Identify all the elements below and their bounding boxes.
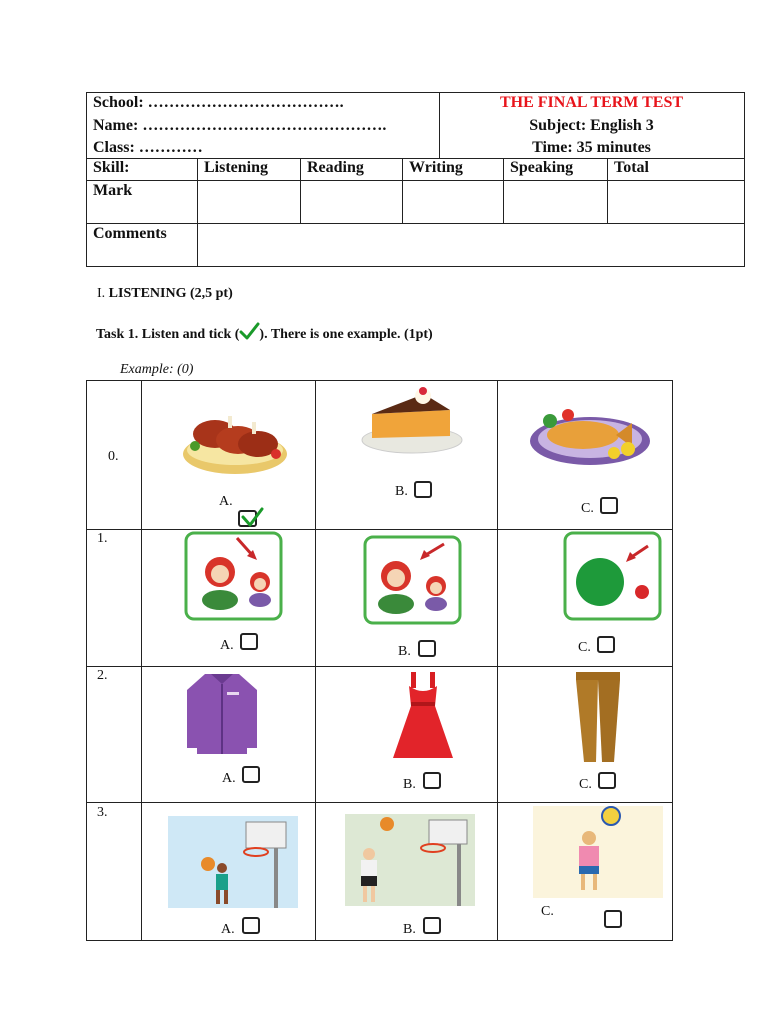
row-number-0: 0. [108, 449, 119, 464]
example-label: Example: (0) [120, 362, 194, 377]
purple-shirt-image [183, 668, 261, 756]
brown-trousers-image [572, 670, 624, 766]
dolls-image-b [364, 536, 461, 624]
option-label-2c: C. [579, 777, 592, 792]
class-field: Class: ………… [93, 139, 203, 156]
skill-label: Skill: [93, 159, 130, 176]
checkbox-3a[interactable] [242, 917, 260, 934]
basketball-boy-image [168, 816, 298, 908]
basketball-girl-image [345, 814, 475, 906]
skill-speaking: Speaking [510, 159, 574, 176]
name-field: Name: ………………………………………. [93, 117, 387, 134]
header-table [86, 92, 745, 267]
row-number-3: 3. [97, 805, 108, 820]
red-dress-image [389, 670, 457, 762]
option-label-1b: B. [398, 644, 411, 659]
option-label-3c: C. [541, 904, 554, 919]
roast-chicken-image [180, 402, 290, 477]
subject: Subject: English 3 [529, 117, 654, 134]
option-label-2a: A. [222, 771, 236, 786]
task-instruction [96, 323, 433, 343]
checkbox-1c[interactable] [597, 636, 615, 653]
time: Time: 35 minutes [532, 139, 651, 156]
row-number-1: 1. [97, 531, 108, 546]
task-prefix: Task 1. Listen and tick ( [96, 327, 240, 342]
option-label-3a: A. [221, 922, 235, 937]
checkbox-2a[interactable] [242, 766, 260, 783]
skill-writing: Writing [409, 159, 463, 176]
skill-listening: Listening [204, 159, 269, 176]
option-label-2b: B. [403, 777, 416, 792]
option-label-0a: A. [219, 494, 233, 509]
skill-reading: Reading [307, 159, 364, 176]
skill-total: Total [614, 159, 649, 176]
school-field: School: ………………………………. [93, 94, 344, 111]
task-suffix: ). There is one example. (1pt) [259, 327, 433, 342]
cake-slice-image [360, 388, 465, 454]
option-label-3b: B. [403, 922, 416, 937]
row-number-2: 2. [97, 668, 108, 683]
checkbox-0b[interactable] [414, 481, 432, 498]
volleyball-girl-image [533, 806, 663, 898]
checkbox-2c[interactable] [598, 772, 616, 789]
check-mark-icon [239, 323, 259, 339]
checkbox-2b[interactable] [423, 772, 441, 789]
section-title: LISTENING (2,5 pt) [108, 286, 233, 301]
option-label-0b: B. [395, 484, 408, 499]
checkbox-3c[interactable] [604, 910, 622, 928]
checkbox-1b[interactable] [418, 640, 436, 657]
checkbox-0c[interactable] [600, 497, 618, 514]
test-title: THE FINAL TERM TEST [499, 94, 684, 111]
fish-dish-image [528, 405, 653, 467]
section-heading [97, 286, 233, 302]
check-mark-icon [240, 506, 264, 528]
checkbox-1a[interactable] [240, 633, 258, 650]
mark-label: Mark [93, 182, 133, 199]
section-roman: I. [97, 286, 106, 301]
comments-label: Comments [93, 225, 167, 242]
option-label-0c: C. [581, 501, 594, 516]
option-label-1c: C. [578, 640, 591, 655]
dolls-image-a [185, 532, 282, 620]
checkbox-3b[interactable] [423, 917, 441, 934]
balls-image [564, 532, 661, 620]
option-label-1a: A. [220, 638, 234, 653]
